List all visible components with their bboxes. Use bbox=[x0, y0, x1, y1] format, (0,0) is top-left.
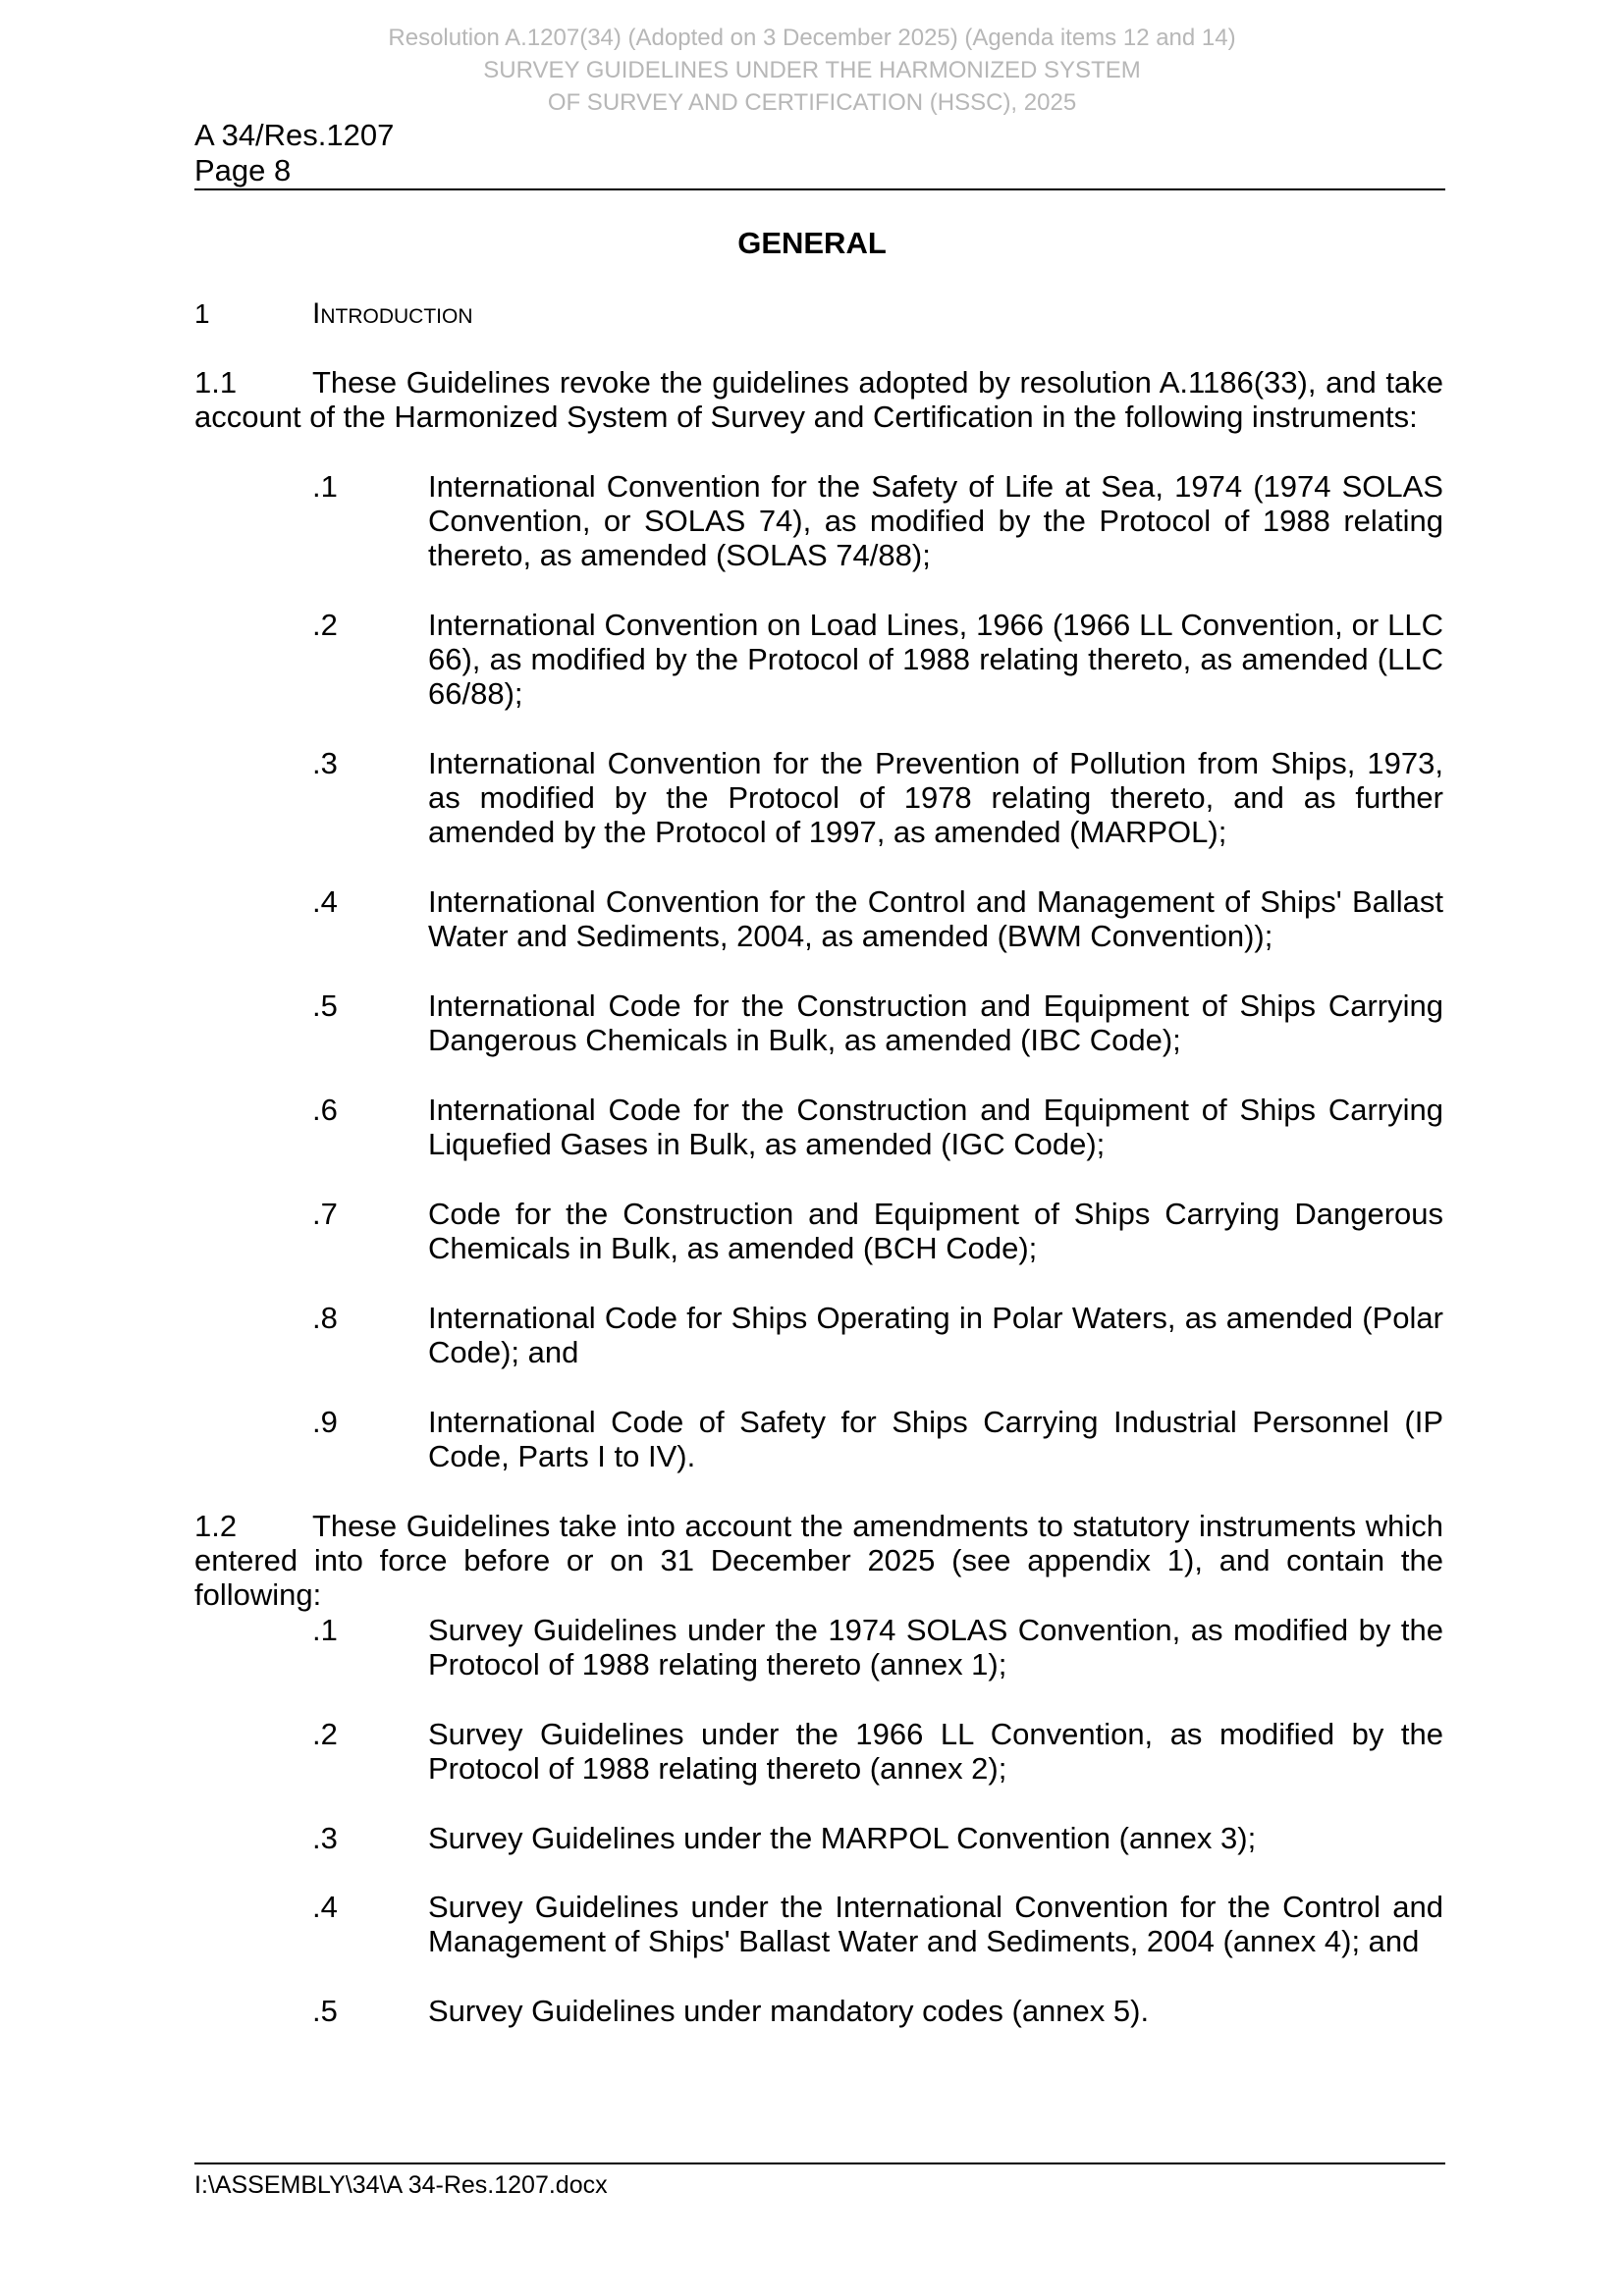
watermark-line-1: Resolution A.1207(34) (Adopted on 3 December 2025) (Agenda items 12 and 14) bbox=[388, 25, 1236, 51]
paragraph-1-1 bbox=[194, 365, 1443, 434]
list-item-text: International Code of Safety for Ships Carrying Industrial Personnel (IP Code, Parts I to IV). bbox=[428, 1405, 1443, 1473]
list-item bbox=[194, 469, 1443, 572]
list-item bbox=[194, 1093, 1443, 1161]
list-item-number: .6 bbox=[312, 1093, 338, 1127]
list-item bbox=[194, 884, 1443, 953]
list-item bbox=[194, 1301, 1443, 1369]
list-item bbox=[194, 1994, 1443, 2028]
heading-number: 1 bbox=[194, 298, 210, 329]
list-item-text: International Code for the Construction and Equipment of Ships Carrying Dangerous Chemicals in Bulk, as amended (IBC Code); bbox=[428, 988, 1443, 1057]
list-item-number: .7 bbox=[312, 1197, 338, 1231]
list-item-number: .2 bbox=[312, 1717, 338, 1751]
list-item-number: .5 bbox=[312, 1994, 338, 2028]
heading-text: Introduction bbox=[312, 297, 473, 330]
paragraph-text: These Guidelines revoke the guidelines adopted by resolution A.1186(33), and take account of the Harmonized System of Survey and Certification in the following instruments: bbox=[194, 365, 1443, 434]
list-item-number: .4 bbox=[312, 1890, 338, 1924]
watermark-line-2: SURVEY GUIDELINES UNDER THE HARMONIZED SYSTEM bbox=[483, 57, 1141, 83]
list-item bbox=[194, 1821, 1443, 1855]
header-rule bbox=[194, 188, 1445, 190]
list-item bbox=[194, 1197, 1443, 1265]
list-item-number: .3 bbox=[312, 1821, 338, 1855]
list-item bbox=[194, 1405, 1443, 1473]
list-item-number: .9 bbox=[312, 1405, 338, 1439]
list-item-text: International Code for Ships Operating in Polar Waters, as amended (Polar Code); and bbox=[428, 1301, 1443, 1369]
list-item bbox=[194, 608, 1443, 711]
list-item bbox=[194, 988, 1443, 1057]
list-item-number: .4 bbox=[312, 884, 338, 919]
page-number: Page 8 bbox=[194, 153, 292, 187]
page-header bbox=[194, 118, 394, 188]
list-item bbox=[194, 1890, 1443, 1958]
list-item bbox=[194, 746, 1443, 849]
list-item-text: Survey Guidelines under the 1966 LL Convention, as modified by the Protocol of 1988 relating thereto (annex 2); bbox=[428, 1717, 1443, 1786]
paragraph-text: These Guidelines take into account the amendments to statutory instruments which entered into force before or on 31 December 2025 (see appendix 1), and contain the following: bbox=[194, 1509, 1443, 1612]
list-item-number: .8 bbox=[312, 1301, 338, 1335]
list-item-text: Survey Guidelines under the MARPOL Convention (annex 3); bbox=[428, 1821, 1257, 1855]
footer-file-path: I:\ASSEMBLY\34\A 34-Res.1207.docx bbox=[194, 2171, 608, 2199]
list-item bbox=[194, 1717, 1443, 1786]
list-item-number: .1 bbox=[312, 1613, 338, 1647]
footer-rule bbox=[194, 2163, 1445, 2164]
paragraph-1-2 bbox=[194, 1509, 1443, 1612]
list-item-text: International Convention for the Safety of Life at Sea, 1974 (1974 SOLAS Convention, or SOLAS 74), as modified by the Protocol of 1988 relating thereto, as amended (SOLAS 74/88); bbox=[428, 469, 1443, 572]
list-item-text: International Convention for the Prevention of Pollution from Ships, 1973, as modified by the Protocol of 1978 relating thereto, and as further amended by the Protocol of 1997, as amended (MARPOL); bbox=[428, 746, 1443, 849]
list-item-number: .3 bbox=[312, 746, 338, 780]
list-item-text: Survey Guidelines under the International Convention for the Control and Management of Ships' Ballast Water and Sediments, 2004 (annex 4); and bbox=[428, 1890, 1443, 1958]
document-reference: A 34/Res.1207 bbox=[194, 118, 395, 152]
paragraph-number: 1.2 bbox=[194, 1509, 238, 1543]
list-item-number: .2 bbox=[312, 608, 338, 642]
list-item-text: International Code for the Construction and Equipment of Ships Carrying Liquefied Gases in Bulk, as amended (IGC Code); bbox=[428, 1093, 1443, 1161]
list-item bbox=[194, 1613, 1443, 1682]
paragraph-number: 1.1 bbox=[194, 365, 238, 400]
list-item-number: .5 bbox=[312, 988, 338, 1023]
watermark-line-3: OF SURVEY AND CERTIFICATION (HSSC), 2025 bbox=[547, 89, 1077, 116]
list-item-text: International Convention on Load Lines, 1966 (1966 LL Convention, or LLC 66), as modified by the Protocol of 1988 relating thereto, as amended (LLC 66/88); bbox=[428, 608, 1443, 711]
section-title: GENERAL bbox=[737, 226, 887, 260]
list-item-text: Survey Guidelines under mandatory codes (annex 5). bbox=[428, 1994, 1150, 2028]
resolution-watermark bbox=[0, 22, 1624, 119]
list-item-number: .1 bbox=[312, 469, 338, 504]
list-item-text: Code for the Construction and Equipment of Ships Carrying Dangerous Chemicals in Bulk, as amended (BCH Code); bbox=[428, 1197, 1443, 1265]
list-item-text: International Convention for the Control and Management of Ships' Ballast Water and Sediments, 2004, as amended (BWM Convention)); bbox=[428, 884, 1443, 953]
list-item-text: Survey Guidelines under the 1974 SOLAS Convention, as modified by the Protocol of 1988 relating thereto (annex 1); bbox=[428, 1613, 1443, 1682]
